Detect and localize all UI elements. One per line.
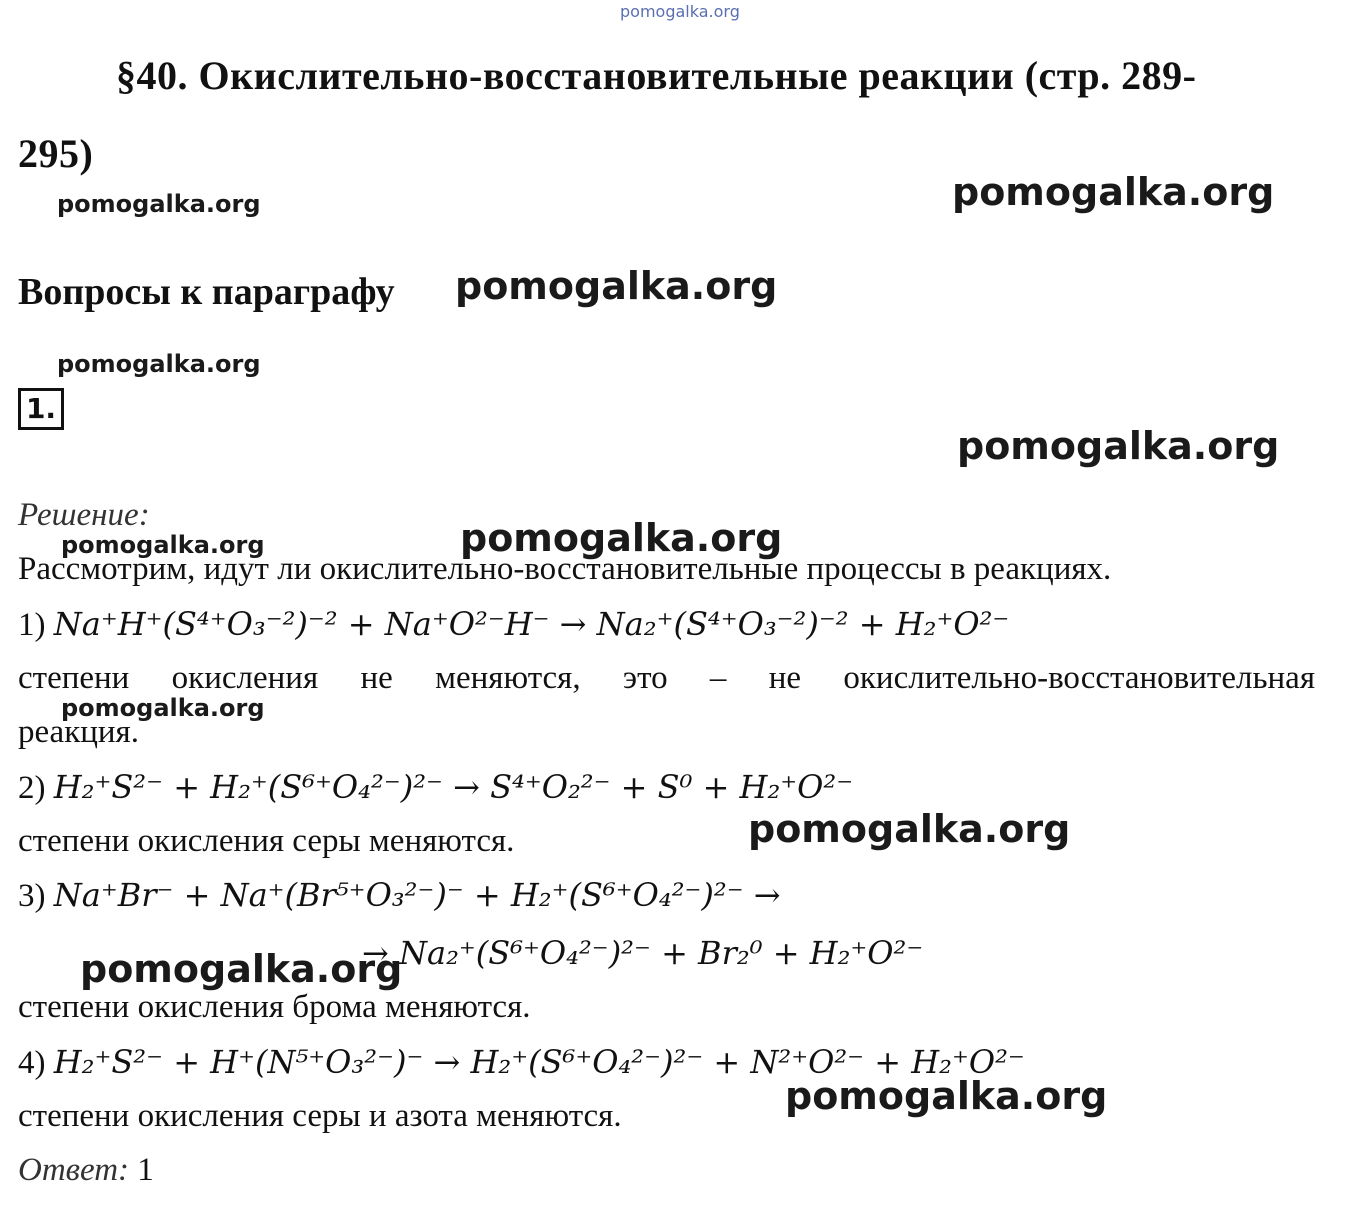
- watermark: pomogalka.org: [61, 694, 265, 722]
- watermark: pomogalka.org: [80, 947, 403, 991]
- reaction-equation: Na⁺Br⁻ + Na⁺(Br⁵⁺O₃²⁻)⁻ + H₂⁺(S⁶⁺O₄²⁻)²⁻ →: [53, 876, 781, 914]
- watermark-top: pomogalka.org: [620, 2, 740, 21]
- answer: [18, 1152, 154, 1189]
- watermark: pomogalka.org: [57, 350, 261, 378]
- answer-label: Ответ:: [18, 1152, 130, 1188]
- reaction-1-comment: степени окисления не меняются, это – не окислительно-восстановительная: [18, 660, 1315, 696]
- reaction-1: [18, 605, 1009, 644]
- reaction-equation: Na⁺H⁺(S⁴⁺O₃⁻²)⁻² + Na⁺O²⁻H⁻ → Na₂⁺(S⁴⁺O₃⁻²)⁻² + H₂⁺O²⁻: [53, 605, 1010, 643]
- reaction-equation: H₂⁺S²⁻ + H₂⁺(S⁶⁺O₄²⁻)²⁻ → S⁴⁺O₂²⁻ + S⁰ + H₂⁺O²⁻: [53, 768, 854, 806]
- reaction-2: [18, 768, 853, 807]
- reaction-equation-cont: → Na₂⁺(S⁶⁺O₄²⁻)²⁻ + Br₂⁰ + H₂⁺O²⁻: [362, 934, 924, 972]
- reaction-2-comment: степени окисления серы меняются.: [18, 823, 515, 859]
- task-number-box: 1.: [18, 388, 64, 430]
- watermark: pomogalka.org: [952, 170, 1275, 214]
- reaction-number: 1): [18, 607, 46, 643]
- page-title: §40. Окислительно-восстановительные реакции (стр. 289-: [116, 53, 1197, 98]
- reaction-number: 3): [18, 878, 46, 914]
- reaction-3-comment: степени окисления брома меняются.: [18, 989, 531, 1025]
- reaction-1-comment-cont: реакция.: [18, 714, 139, 750]
- reaction-number: 4): [18, 1045, 46, 1081]
- watermark: pomogalka.org: [57, 190, 261, 218]
- watermark: pomogalka.org: [460, 516, 783, 560]
- answer-value: 1: [137, 1152, 154, 1188]
- watermark: pomogalka.org: [957, 424, 1280, 468]
- reaction-number: 2): [18, 770, 46, 806]
- reaction-3: [18, 876, 781, 915]
- reaction-4: [18, 1043, 1025, 1082]
- section-heading: Вопросы к параграфу: [18, 271, 395, 313]
- watermark: pomogalka.org: [455, 264, 778, 308]
- watermark: pomogalka.org: [61, 531, 265, 559]
- reaction-4-comment: степени окисления серы и азота меняются.: [18, 1098, 622, 1134]
- page-title-cont: 295): [18, 131, 94, 176]
- watermark: pomogalka.org: [748, 807, 1071, 851]
- reaction-equation: H₂⁺S²⁻ + H⁺(N⁵⁺O₃²⁻)⁻ → H₂⁺(S⁶⁺O₄²⁻)²⁻ + N²⁺O²⁻ + H₂⁺O²⁻: [53, 1043, 1025, 1081]
- solution-label: Решение:: [18, 497, 150, 533]
- watermark: pomogalka.org: [785, 1074, 1108, 1118]
- reaction-3-cont: [362, 934, 923, 973]
- intro-text: Рассмотрим, идут ли окислительно-восстановительные процессы в реакциях.: [18, 551, 1112, 587]
